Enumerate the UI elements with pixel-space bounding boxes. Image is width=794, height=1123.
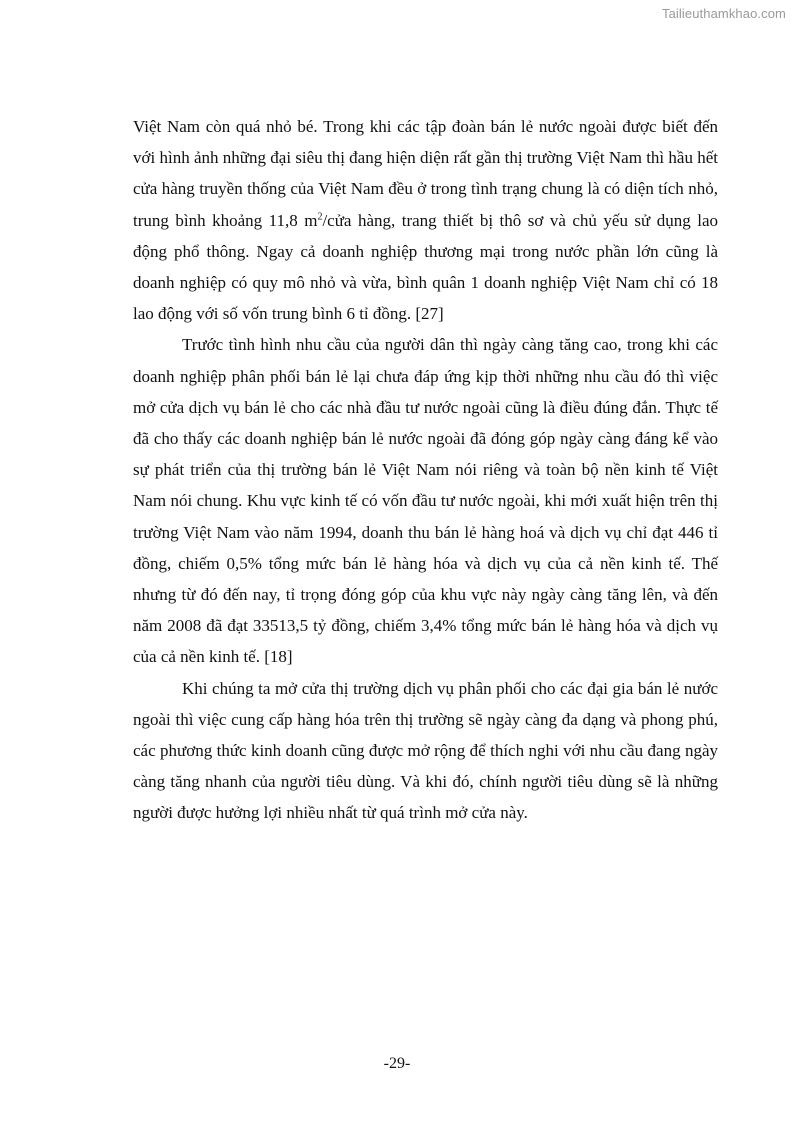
paragraph-2: Trước tình hình nhu cầu của người dân thì ngày càng tăng cao, trong khi các doanh nghiệp phân phối bán lẻ lại chưa đáp ứng kịp thời những nhu cầu đó thì việc mở cửa dịch vụ bán lẻ cho các nhà đầu tư nước ngoài cũng là điều đúng đắn. Thực tế đã cho thấy các doanh nghiệp bán lẻ nước ngoài đã đóng góp ngày càng đáng kể vào sự phát triển của thị trường bán lẻ Việt Nam nói riêng và toàn bộ nền kinh tế Việt Nam nói chung. Khu vực kinh tế có vốn đầu tư nước ngoài, khi mới xuất hiện trên thị trường Việt Nam vào năm 1994, doanh thu bán lẻ hàng hoá và dịch vụ chỉ đạt 446 tỉ đồng, chiếm 0,5% tổng mức bán lẻ hàng hóa và dịch vụ của cả nền kinh tế. Thế nhưng từ đó đến nay, tỉ trọng đóng góp của khu vực này ngày càng tăng lên, và đến năm 2008 đã đạt 33513,5 tỷ đồng, chiếm 3,4% tổng mức bán lẻ hàng hóa và dịch vụ của cả nền kinh tế. [18]	[133, 335, 718, 667]
paragraph-1	[133, 111, 718, 329]
watermark-text: Tailieuthamkhao.com	[661, 6, 786, 21]
page-number: -29-	[383, 1055, 411, 1072]
document-body	[133, 111, 718, 829]
paragraph-1-text-b: /cửa hàng, trang thiết bị thô sơ và chủ yếu sử dụng lao động phổ thông. Ngay cả doanh nghiệp thương mại trong nước phần lớn cũng là doanh nghiệp có quy mô nhỏ và vừa, bình quân 1 doanh nghiệp Việt Nam chỉ có 18 lao động với số vốn trung bình 6 tỉ đồng. [27]	[133, 210, 718, 324]
paragraph-1-text-a: Việt Nam còn quá nhỏ bé. Trong khi các tập đoàn bán lẻ nước ngoài được biết đến với hình ảnh những đại siêu thị đang hiện diện rất gần thị trường Việt Nam thì hầu hết cửa hàng truyền thống của Việt Nam đều ở trong tình trạng chung là có diện tích nhỏ, trung bình khoảng 11,8 m	[133, 117, 718, 230]
superscript-2: 2	[317, 210, 323, 222]
paragraph-3: Khi chúng ta mở cửa thị trường dịch vụ phân phối cho các đại gia bán lẻ nước ngoài thì việc cung cấp hàng hóa trên thị trường sẽ ngày càng đa dạng và phong phú, các phương thức kinh doanh cũng được mở rộng để thích nghi với nhu cầu đang ngày càng tăng nhanh của người tiêu dùng. Và khi đó, chính người tiêu dùng sẽ là những người được hưởng lợi nhiều nhất từ quá trình mở cửa này.	[133, 678, 718, 823]
